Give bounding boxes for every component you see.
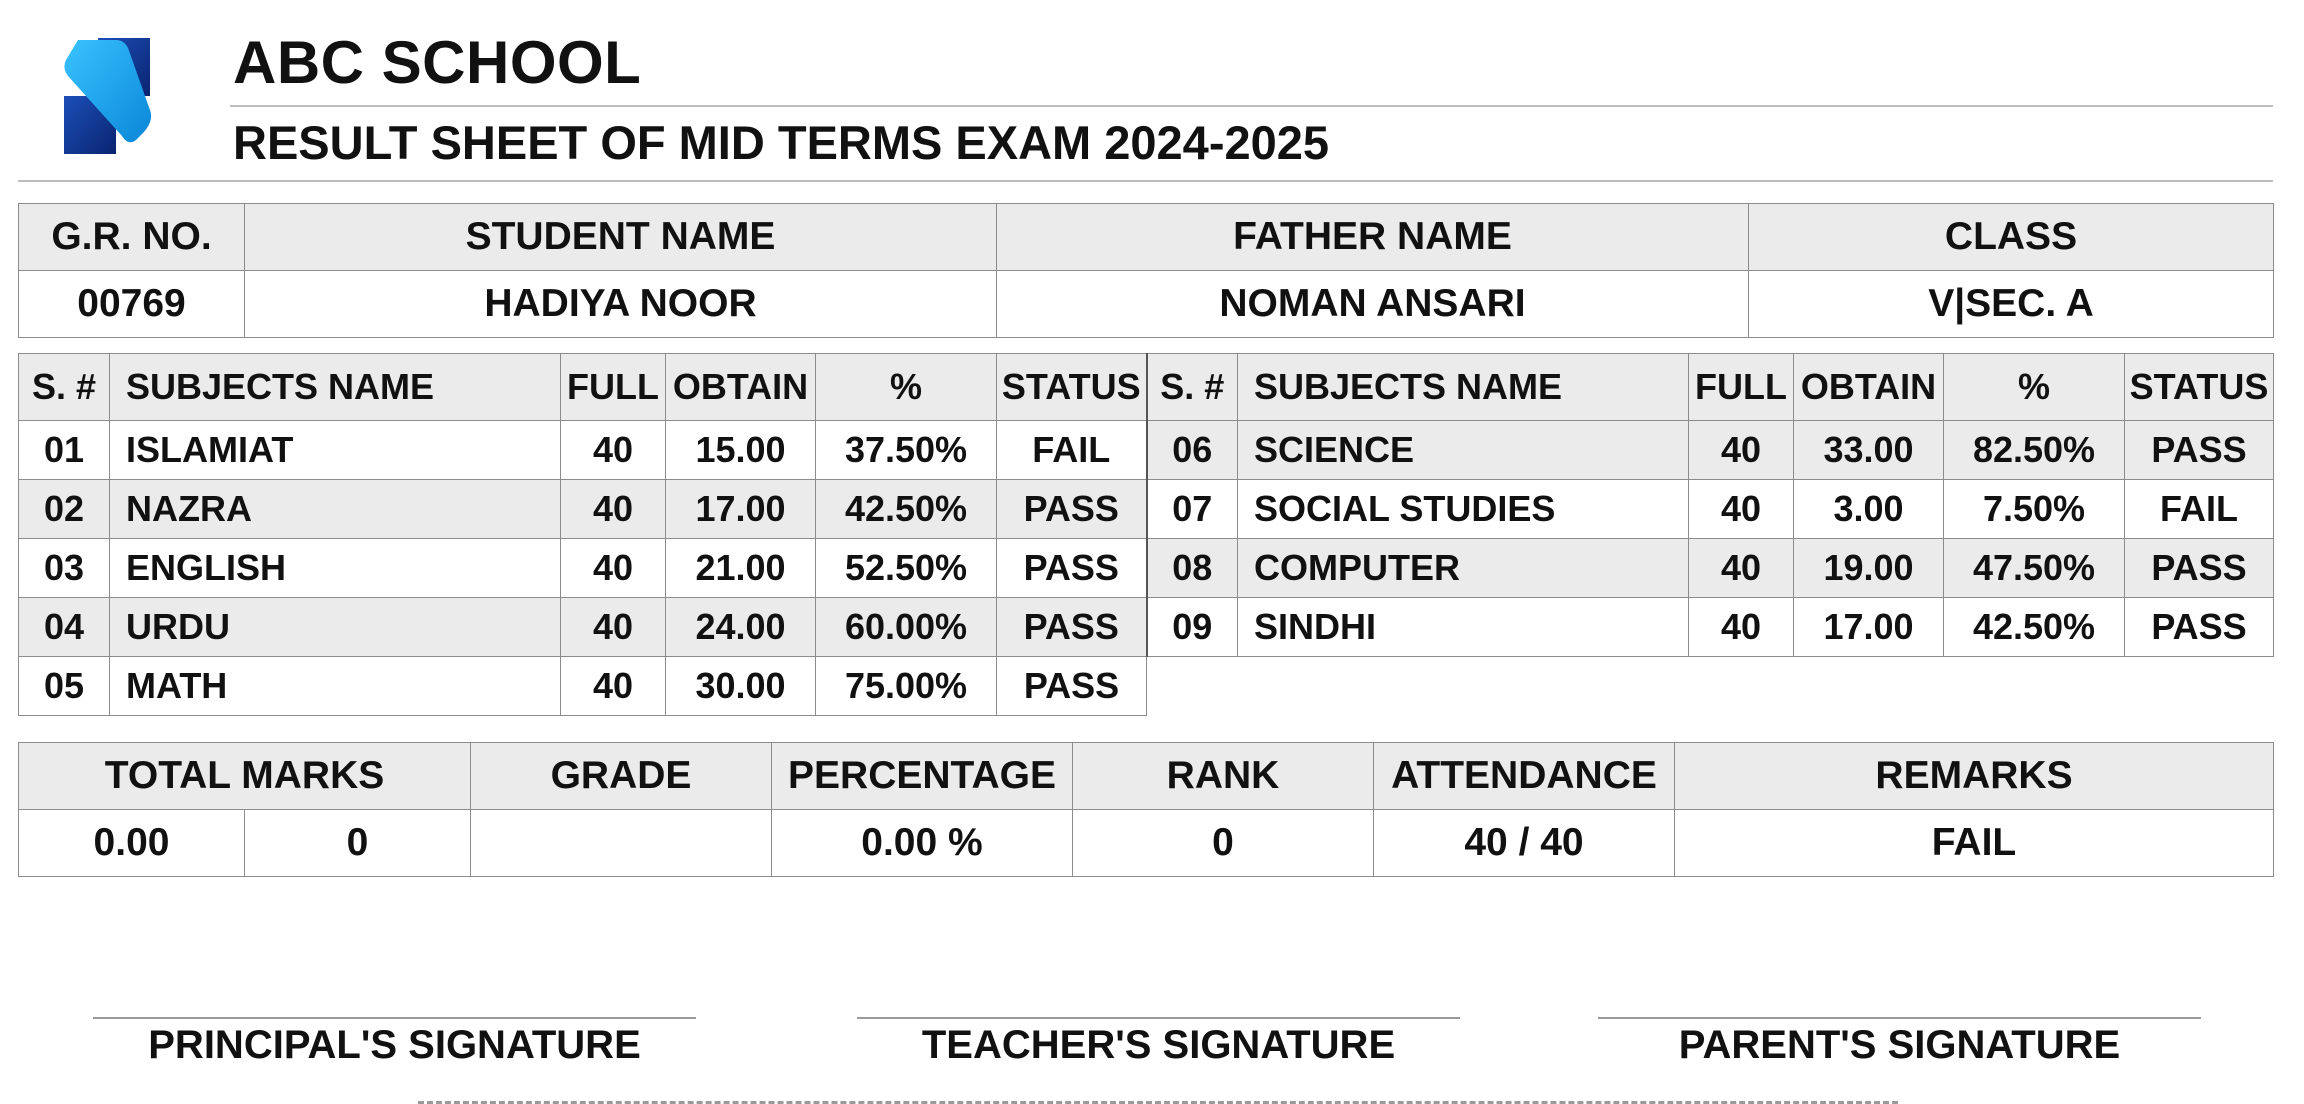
subject-row [19, 421, 2274, 480]
parent-signature-label: PARENT'S SIGNATURE [1678, 1023, 2121, 1067]
subject-name-cell: URDU [110, 598, 561, 657]
subjects-table [18, 353, 2274, 716]
status-cell: PASS [997, 539, 1147, 598]
percent-header: % [1944, 354, 2125, 421]
attendance-value: 40 / 40 [1374, 810, 1675, 877]
total-full-value: 0 [245, 810, 471, 877]
sno-cell: 03 [19, 539, 110, 598]
sno-cell: 09 [1147, 598, 1238, 657]
status-cell: FAIL [2125, 480, 2274, 539]
obtain-cell: 15.00 [666, 421, 816, 480]
total-obtained-value: 0.00 [19, 810, 245, 877]
obtain-cell: 17.00 [1794, 598, 1944, 657]
blue-ribbon-logo-icon [58, 36, 158, 156]
percent-cell: 7.50% [1944, 480, 2125, 539]
sno-cell: 05 [19, 657, 110, 716]
status-header: STATUS [2125, 354, 2274, 421]
percent-cell: 42.50% [816, 480, 997, 539]
empty-cell [1147, 657, 2274, 716]
gr-no-label: G.R. NO. [19, 204, 245, 271]
header-bottom-divider [18, 180, 2273, 182]
sno-cell: 08 [1147, 539, 1238, 598]
father-name-label: FATHER NAME [997, 204, 1749, 271]
full-cell: 40 [561, 480, 666, 539]
obtain-cell: 33.00 [1794, 421, 1944, 480]
father-name-value: NOMAN ANSARI [997, 271, 1749, 338]
obtain-header: OBTAIN [666, 354, 816, 421]
status-cell: PASS [997, 598, 1147, 657]
full-cell: 40 [1689, 598, 1794, 657]
sno-cell: 04 [19, 598, 110, 657]
percent-cell: 47.50% [1944, 539, 2125, 598]
sno-cell: 02 [19, 480, 110, 539]
subject-name-header: SUBJECTS NAME [1238, 354, 1689, 421]
student-name-label: STUDENT NAME [245, 204, 997, 271]
subject-row [19, 598, 2274, 657]
subject-name-cell: NAZRA [110, 480, 561, 539]
subject-name-cell: MATH [110, 657, 561, 716]
student-info-value-row [19, 271, 2274, 338]
subject-row [19, 480, 2274, 539]
subject-row [19, 539, 2274, 598]
status-cell: FAIL [997, 421, 1147, 480]
obtain-cell: 21.00 [666, 539, 816, 598]
sno-header: S. # [1147, 354, 1238, 421]
total-marks-label: TOTAL MARKS [19, 743, 471, 810]
full-cell: 40 [561, 598, 666, 657]
status-cell: PASS [2125, 539, 2274, 598]
subject-name-cell: SOCIAL STUDIES [1238, 480, 1689, 539]
full-header: FULL [561, 354, 666, 421]
subject-name-cell: SINDHI [1238, 598, 1689, 657]
school-name: ABC SCHOOL [233, 29, 642, 96]
percent-cell: 82.50% [1944, 421, 2125, 480]
subjects-header-row [19, 354, 2274, 421]
obtain-cell: 30.00 [666, 657, 816, 716]
full-cell: 40 [1689, 480, 1794, 539]
status-cell: PASS [997, 657, 1147, 716]
percent-cell: 52.50% [816, 539, 997, 598]
sheet-title: RESULT SHEET OF MID TERMS EXAM 2024-2025 [233, 116, 1330, 169]
sno-header: S. # [19, 354, 110, 421]
grade-value [471, 810, 772, 877]
obtain-cell: 24.00 [666, 598, 816, 657]
status-cell: PASS [997, 480, 1147, 539]
percentage-value: 0.00 % [772, 810, 1073, 877]
full-cell: 40 [561, 657, 666, 716]
percent-cell: 42.50% [1944, 598, 2125, 657]
summary-header-row [19, 743, 2274, 810]
class-label: CLASS [1749, 204, 2274, 271]
subject-name-header: SUBJECTS NAME [110, 354, 561, 421]
obtain-cell: 19.00 [1794, 539, 1944, 598]
percentage-label: PERCENTAGE [772, 743, 1073, 810]
obtain-header: OBTAIN [1794, 354, 1944, 421]
student-info-header-row [19, 204, 2274, 271]
class-value: V|SEC. A [1749, 271, 2274, 338]
full-cell: 40 [561, 539, 666, 598]
full-header: FULL [1689, 354, 1794, 421]
percent-cell: 60.00% [816, 598, 997, 657]
sno-cell: 06 [1147, 421, 1238, 480]
teacher-signature-line [857, 1017, 1460, 1019]
status-header: STATUS [997, 354, 1147, 421]
remarks-label: REMARKS [1675, 743, 2274, 810]
subject-name-cell: SCIENCE [1238, 421, 1689, 480]
rank-label: RANK [1073, 743, 1374, 810]
student-info-table [18, 203, 2274, 338]
full-cell: 40 [1689, 421, 1794, 480]
percent-cell: 37.50% [816, 421, 997, 480]
status-cell: PASS [2125, 421, 2274, 480]
student-name-value: HADIYA NOOR [245, 271, 997, 338]
percent-header: % [816, 354, 997, 421]
subject-name-cell: ISLAMIAT [110, 421, 561, 480]
rank-value: 0 [1073, 810, 1374, 877]
status-cell: PASS [2125, 598, 2274, 657]
teacher-signature-label: TEACHER'S SIGNATURE [921, 1023, 1396, 1067]
full-cell: 40 [561, 421, 666, 480]
subject-row [19, 657, 2274, 716]
parent-signature-line [1598, 1017, 2201, 1019]
principal-signature-line [93, 1017, 696, 1019]
subject-name-cell: COMPUTER [1238, 539, 1689, 598]
summary-table [18, 742, 2274, 877]
summary-value-row [19, 810, 2274, 877]
obtain-cell: 3.00 [1794, 480, 1944, 539]
grade-label: GRADE [471, 743, 772, 810]
gr-no-value: 00769 [19, 271, 245, 338]
principal-signature-label: PRINCIPAL'S SIGNATURE [148, 1023, 641, 1067]
attendance-label: ATTENDANCE [1374, 743, 1675, 810]
remarks-value: FAIL [1675, 810, 2274, 877]
header-divider [230, 105, 2273, 107]
subject-name-cell: ENGLISH [110, 539, 561, 598]
full-cell: 40 [1689, 539, 1794, 598]
sno-cell: 07 [1147, 480, 1238, 539]
percent-cell: 75.00% [816, 657, 997, 716]
obtain-cell: 17.00 [666, 480, 816, 539]
sno-cell: 01 [19, 421, 110, 480]
